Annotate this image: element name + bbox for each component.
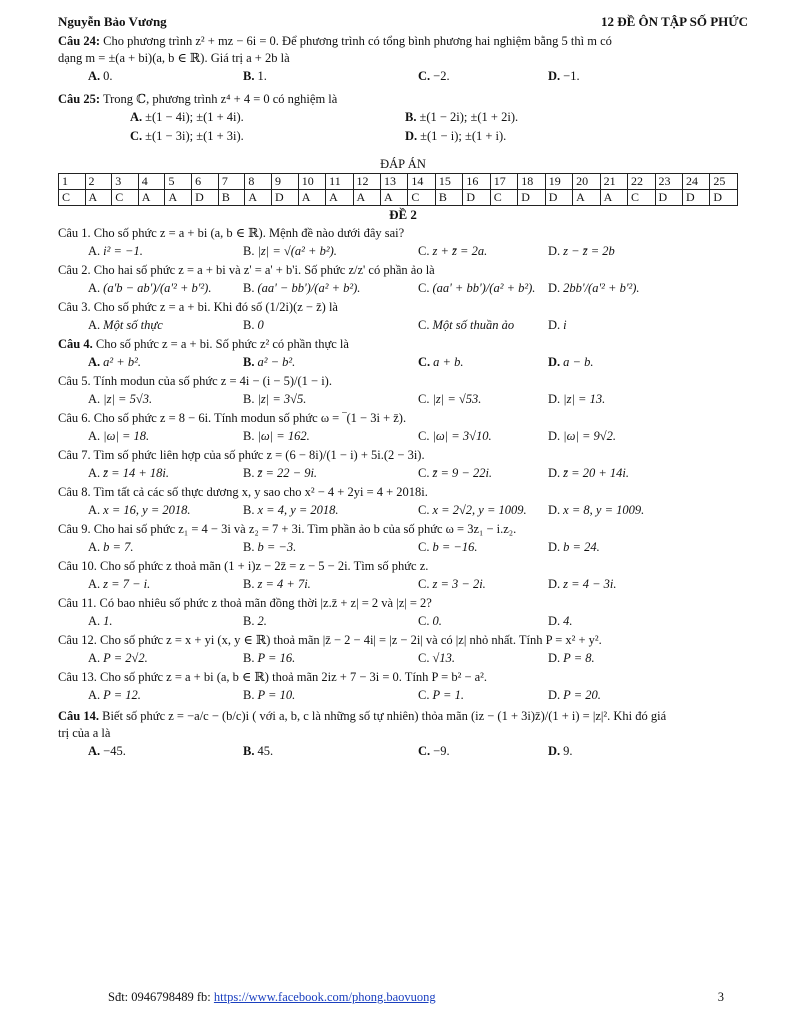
option-a: A. z̄ = 14 + 18i. — [88, 466, 169, 480]
answer-key-number-cell: 3 — [112, 174, 139, 190]
answer-key-answer-cell: A — [165, 190, 192, 206]
options — [58, 391, 748, 408]
option-a: A. |z| = 5√3. — [88, 392, 153, 406]
options — [58, 650, 748, 667]
option-b: B. b = −3. — [243, 540, 297, 554]
answer-key-number-cell: 9 — [272, 174, 299, 190]
options — [58, 317, 748, 334]
option-c: C. z̄ = 9 − 22i. — [418, 466, 493, 480]
option-b: B. a² − b². — [243, 355, 296, 369]
answer-key-number-cell: 19 — [545, 174, 572, 190]
answer-key-number-cell: 17 — [490, 174, 517, 190]
option-c: C. a + b. — [418, 355, 464, 369]
answer-key-number-cell: 4 — [138, 174, 165, 190]
option-d: D. P = 8. — [548, 651, 595, 665]
question-stem: Cho số phức z = x + yi (x, y ∈ ℝ) thoả mãn |z̄ − 2 − 4i| = |z − 2i| và có |z| nhỏ nhất. Tính P = x² + y². — [100, 633, 602, 647]
answer-key-number-cell: 22 — [628, 174, 655, 190]
options — [58, 743, 748, 760]
question-number: Câu 25: — [58, 92, 101, 106]
options — [58, 539, 748, 556]
option-a: A. ±(1 − 4i); ±(1 + 4i). — [130, 110, 244, 124]
question-number: Câu 7. — [58, 448, 91, 462]
question-stem: Có bao nhiêu số phức z thoả mãn đồng thời |z.z̄ + z| = 2 và |z| = 2? — [99, 596, 432, 610]
options — [58, 687, 748, 704]
answer-key-answer-cell: A — [326, 190, 353, 206]
option-c: C. ±(1 − 3i); ±(1 + 3i). — [130, 129, 244, 143]
option-d: D. z = 4 − 3i. — [548, 577, 617, 591]
option-b: B. z = 4 + 7i. — [243, 577, 311, 591]
question-stem: Cho số phức z = a + bi. Số phức z² có phần thực là — [95, 337, 349, 351]
option-b: B. |ω| = 162. — [243, 429, 310, 443]
question-number: Câu 5. — [58, 374, 91, 388]
question-stem: Tính modun của số phức z = 4i − (i − 5)/(1 − i). — [93, 374, 332, 388]
answer-key-answer-cell: D — [192, 190, 219, 206]
option-c: C. b = −16. — [418, 540, 478, 554]
answer-key-number-cell: 8 — [245, 174, 272, 190]
option-b: B. z̄ = 22 − 9i. — [243, 466, 318, 480]
question-item — [58, 484, 748, 519]
option-b: B. 0 — [243, 318, 264, 332]
option-d: D. z̄ = 20 + 14i. — [548, 466, 629, 480]
question-number: Câu 13. — [58, 670, 97, 684]
option-b: B. 2. — [243, 614, 267, 628]
option-b: B. ±(1 − 2i); ±(1 + 2i). — [405, 110, 519, 124]
question-stem: Cho số phức z = 8 − 6i. Tính modun số phức ω = ‾(1 − 3i + z̄). — [93, 411, 407, 425]
option-d: D. ±(1 − i); ±(1 + i). — [405, 129, 507, 143]
answer-key-answer-cell: C — [628, 190, 655, 206]
answer-key-number-cell: 14 — [408, 174, 435, 190]
option-a: A. 1. — [88, 614, 113, 628]
answer-key-answer-cell: C — [490, 190, 517, 206]
option-c: C. z = 3 − 2i. — [418, 577, 486, 591]
answer-key-answer-cell: A — [138, 190, 165, 206]
option-d: D. b = 24. — [548, 540, 600, 554]
option-a: A. 0. — [88, 69, 113, 83]
options — [58, 354, 748, 371]
option-d: D. 2bb'/(a'² + b'²). — [548, 281, 640, 295]
question-24 — [58, 33, 748, 85]
question-stem: Cho hai số phức z₁ = 4 − 3i và z₂ = 7 + 3i. Tìm phần ảo b của số phức ω = 3z₁ − i.z₂. — [93, 522, 517, 536]
answer-key-number-cell: 6 — [192, 174, 219, 190]
question-stem: Cho số phức z = a + bi (a, b ∈ ℝ). Mệnh đề nào dưới đây sai? — [93, 226, 405, 240]
answer-key-number-cell: 2 — [85, 174, 112, 190]
option-d: D. 4. — [548, 614, 573, 628]
answer-key-number-cell: 7 — [218, 174, 245, 190]
option-c: C. |z| = √53. — [418, 392, 482, 406]
option-b: B. |z| = 3√5. — [243, 392, 307, 406]
question-item — [58, 447, 748, 482]
option-a: A. a² + b². — [88, 355, 141, 369]
option-d: D. 9. — [548, 744, 573, 758]
question-item — [58, 521, 748, 556]
section-title: ĐỀ 2 — [389, 207, 417, 222]
options — [58, 576, 748, 593]
option-a: A. P = 2√2. — [88, 651, 148, 665]
answer-key-title: ĐÁP ÁN — [380, 157, 426, 171]
answer-key-answer-cell: B — [435, 190, 462, 206]
question-stem: Cho số phức z = a + bi (a, b ∈ ℝ) thoả mãn 2iz + 7 − 3i = 0. Tính P = b² − a². — [100, 670, 488, 684]
question-number: Câu 9. — [58, 522, 91, 536]
answer-key-number-cell: 24 — [682, 174, 709, 190]
answer-key-answer-cell: A — [298, 190, 325, 206]
question-number: Câu 1. — [58, 226, 91, 240]
question-item — [58, 632, 748, 667]
option-a: A. P = 12. — [88, 688, 141, 702]
question-number: Câu 11. — [58, 596, 97, 610]
answer-key-answer-cell: A — [380, 190, 407, 206]
option-d: D. −1. — [548, 69, 580, 83]
option-d: D. |z| = 13. — [548, 392, 606, 406]
option-c: C. z + z̄ = 2a. — [418, 244, 488, 258]
option-d: D. z − z̄ = 2b — [548, 244, 615, 258]
answer-key-answer-cell: C — [408, 190, 435, 206]
answer-key-number-cell: 12 — [353, 174, 380, 190]
options — [58, 428, 748, 445]
question-number: Câu 4. — [58, 337, 93, 351]
answer-key-answer-cell: A — [573, 190, 600, 206]
question-stem: Cho số phức z = a + bi. Khi đó số (1/2i)(z − z̄) là — [93, 300, 338, 314]
question-stem: Tìm tất cả các số thực dương x, y sao cho x² − 4 + 2yi = 4 + 2018i. — [93, 485, 428, 499]
option-b: B. P = 10. — [243, 688, 296, 702]
question-item — [58, 595, 748, 630]
document-page — [58, 14, 748, 762]
answer-key-answer-cell: D — [655, 190, 682, 206]
answer-key-numbers-row — [59, 174, 738, 190]
question-14 — [58, 708, 748, 760]
option-a: A. Một số thực — [88, 318, 163, 332]
document-title: 12 ĐỀ ÔN TẬP SỐ PHỨC — [601, 14, 748, 29]
answer-key-number-cell: 23 — [655, 174, 682, 190]
question-item — [58, 558, 748, 593]
question-number: Câu 8. — [58, 485, 91, 499]
option-c: C. |ω| = 3√10. — [418, 429, 492, 443]
answer-key-answer-cell: A — [245, 190, 272, 206]
answer-key-number-cell: 20 — [573, 174, 600, 190]
question-item — [58, 669, 748, 704]
question-number: Câu 2. — [58, 263, 91, 277]
option-c: C. Một số thuần ảo — [418, 318, 515, 332]
option-a: A. i² = −1. — [88, 244, 143, 258]
options-row-2 — [58, 128, 748, 145]
option-a: A. (a'b − ab')/(a'² + b'²). — [88, 281, 212, 295]
options — [58, 68, 748, 85]
question-number: Câu 12. — [58, 633, 97, 647]
answer-key-answer-cell: D — [710, 190, 738, 206]
question-25 — [58, 91, 748, 145]
answer-key-number-cell: 1 — [59, 174, 86, 190]
question-item — [58, 225, 748, 260]
answer-key-number-cell: 10 — [298, 174, 325, 190]
options — [58, 613, 748, 630]
page-header — [58, 14, 748, 30]
question-item — [58, 299, 748, 334]
option-a: A. z = 7 − i. — [88, 577, 151, 591]
question-list — [58, 225, 748, 704]
question-stem: Cho hai số phức z = a + bi và z' = a' + b'i. Số phức z/z' có phần ảo là — [93, 263, 435, 277]
question-item — [58, 373, 748, 408]
question-number: Câu 14. — [58, 709, 99, 723]
answer-key-number-cell: 13 — [380, 174, 407, 190]
answer-key-table — [58, 173, 738, 206]
answer-key-number-cell: 16 — [463, 174, 490, 190]
option-b: B. |z| = √(a² + b²). — [243, 244, 337, 258]
answer-key-answer-cell: A — [353, 190, 380, 206]
answer-key-number-cell: 15 — [435, 174, 462, 190]
option-c: C. P = 1. — [418, 688, 464, 702]
question-number: Câu 24: — [58, 34, 101, 48]
option-c: C. 0. — [418, 614, 442, 628]
answer-key-number-cell: 5 — [165, 174, 192, 190]
option-d: D. |ω| = 9√2. — [548, 429, 617, 443]
question-number: Câu 10. — [58, 559, 97, 573]
options — [58, 465, 748, 482]
question-item — [58, 336, 748, 371]
answer-key-answer-cell: D — [545, 190, 572, 206]
option-c: C. √13. — [418, 651, 455, 665]
option-d: D. P = 20. — [548, 688, 601, 702]
options — [58, 502, 748, 519]
option-b: B. 1. — [243, 69, 267, 83]
question-number: Câu 3. — [58, 300, 91, 314]
option-b: B. x = 4, y = 2018. — [243, 503, 339, 517]
question-number: Câu 6. — [58, 411, 91, 425]
options — [58, 280, 748, 297]
question-stem-cont: dạng m = ±(a + bi)(a, b ∈ ℝ). Giá trị a + 2b là — [58, 51, 290, 65]
question-item — [58, 410, 748, 445]
footer-contact: Sđt: 0946798489 fb: https://www.facebook.com/phong.baovuong — [108, 990, 436, 1004]
page-footer — [108, 990, 724, 1005]
answer-key-answer-cell: D — [463, 190, 490, 206]
option-c: C. (aa' + bb')/(a² + b²). — [418, 281, 536, 295]
option-b: B. (aa' − bb')/(a² + b²). — [243, 281, 361, 295]
answer-key-number-cell: 18 — [518, 174, 545, 190]
option-a: A. x = 16, y = 2018. — [88, 503, 191, 517]
options — [58, 243, 748, 260]
option-d: D. x = 8, y = 1009. — [548, 503, 645, 517]
question-stem-cont: trị của a là — [58, 726, 111, 740]
answer-key-answer-cell: A — [600, 190, 627, 206]
option-b: B. P = 16. — [243, 651, 296, 665]
option-a: A. |ω| = 18. — [88, 429, 150, 443]
option-a: A. b = 7. — [88, 540, 134, 554]
answer-key-answer-cell: C — [59, 190, 86, 206]
author-name: Nguyễn Bảo Vương — [58, 14, 167, 29]
answer-key-answer-cell: B — [218, 190, 245, 206]
option-a: A. −45. — [88, 744, 126, 758]
answer-key-answer-cell: D — [682, 190, 709, 206]
options-row-1 — [58, 109, 748, 126]
answer-key-number-cell: 21 — [600, 174, 627, 190]
question-stem: Tìm số phức liên hợp của số phức z = (6 − 8i)/(1 − i) + 5i.(2 − 3i). — [93, 448, 425, 462]
option-c: C. −9. — [418, 744, 450, 758]
answer-key-answer-cell: D — [272, 190, 299, 206]
option-c: C. −2. — [418, 69, 450, 83]
answer-key-answer-cell: A — [85, 190, 112, 206]
option-d: D. a − b. — [548, 355, 594, 369]
answer-key-answers-row — [59, 190, 738, 206]
option-c: C. x = 2√2, y = 1009. — [418, 503, 527, 517]
answer-key-number-cell: 11 — [326, 174, 353, 190]
question-stem: Cho phương trình z² + mz − 6i = 0. Để phương trình có tổng bình phương hai nghiệm bằng 5 thì m có — [103, 34, 612, 48]
question-stem: Biết số phức z = −a/c − (b/c)i ( với a, b, c là những số tự nhiên) thỏa mãn (iz − (1 + 3i)z̄)/(1 + i) = |z|². Khi đó giá — [102, 709, 667, 723]
option-d: D. i — [548, 318, 567, 332]
page-number: 3 — [717, 990, 724, 1004]
question-item — [58, 262, 748, 297]
facebook-link[interactable]: https://www.facebook.com/phong.baovuong — [213, 990, 436, 1004]
answer-key-answer-cell: C — [112, 190, 139, 206]
option-b: B. 45. — [243, 744, 274, 758]
answer-key-number-cell: 25 — [710, 174, 738, 190]
answer-key-answer-cell: D — [518, 190, 545, 206]
question-stem: Cho số phức z thoả mãn (1 + i)z − 2z̄ = z − 5 − 2i. Tìm số phức z. — [100, 559, 429, 573]
question-stem: Trong ℂ, phương trình z⁴ + 4 = 0 có nghiệm là — [102, 92, 338, 106]
